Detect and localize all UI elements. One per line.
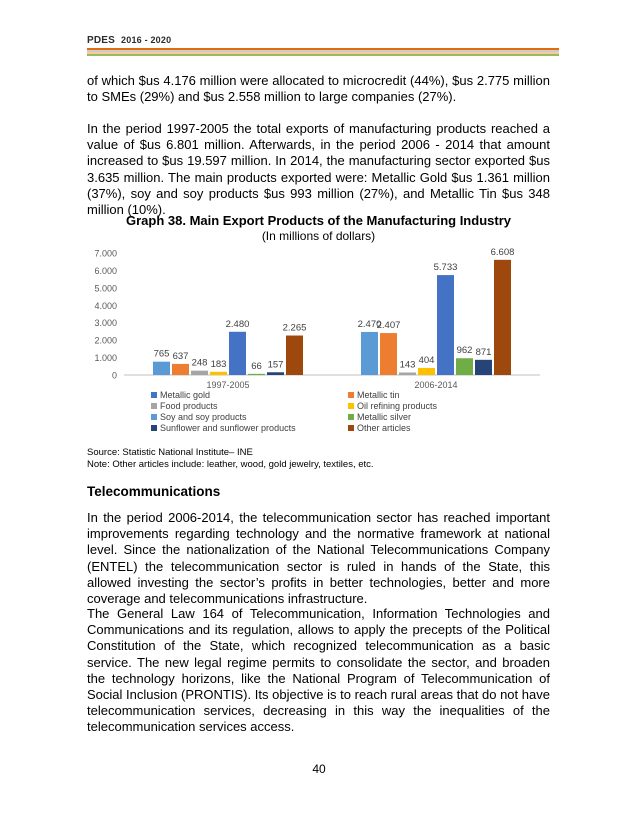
legend-label: Soy and soy products: [160, 412, 247, 422]
bar-data-label: 143: [399, 359, 416, 371]
legend-swatch: [151, 425, 157, 431]
bar-data-label: 765: [153, 348, 170, 360]
bar-sunflower-and-sunflower-products-1: [475, 360, 492, 375]
bar-data-label: 183: [210, 358, 227, 370]
bar-soy-and-soy-products-0: [153, 362, 170, 375]
bar-data-label: 248: [191, 357, 208, 369]
legend-swatch: [151, 414, 157, 420]
paragraph-microcredit: of which $us 4.176 million were allocated to microcredit (44%), $us 2.775 million to SMEs (29%) and $us 2.558 million to large companies (27%).: [87, 73, 550, 105]
legend-item: [151, 423, 296, 433]
bar-data-label: 5.733: [433, 262, 458, 274]
legend-item: [151, 412, 247, 422]
legend-label: Oil refining products: [357, 401, 438, 411]
bar-metallic-silver-1: [456, 358, 473, 375]
y-tick-label: 0: [111, 370, 117, 381]
bar-metallic-silver-0: [248, 374, 265, 375]
y-tick-label: 7.000: [94, 248, 117, 259]
legend-item: [348, 412, 411, 422]
bar-metallic-tin-1: [380, 333, 397, 375]
bar-oil-refining-products-0: [210, 372, 227, 375]
bar-metallic-tin-0: [172, 364, 189, 375]
legend-label: Sunflower and sunflower products: [160, 423, 296, 433]
y-tick-label: 5.000: [94, 283, 117, 294]
y-tick-label: 4.000: [94, 300, 117, 311]
legend-swatch: [348, 425, 354, 431]
paragraph-telecom-1: In the period 2006-2014, the telecommunication sector has reached important improvements regarding technology and the normative framework at national level. Since the nationalization of the National Telecommunications Company (ENTEL) the telecommunication sector is ruled in hands of the State, this allowed investing the sector’s profits in better technologies, better and more coverage and telecommunications infrastructure.: [87, 510, 550, 607]
legend-label: Food products: [160, 401, 218, 411]
y-tick-label: 6.000: [94, 265, 117, 276]
bar-food-products-1: [399, 373, 416, 375]
paragraph-telecom-2: The General Law 164 of Telecommunication, Information Technologies and Communications and its regulation, allows to apply the precepts of the Political Constitution of the State, which recognized telecommunication as a basic service. The new legal regime permits to consolidate the sector, and broaden the technology horizons, like the National Program of Telecommunication of Social Inclusion (PRONTIS). Its objective is to reach rural areas that do not have telecommunication services, decreasing in this way the inequalities of the telecommunication services access.: [87, 606, 550, 735]
paragraph-exports: In the period 1997-2005 the total exports of manufacturing products reached a value of $us 6.801 million. Afterwards, in the period 2006 - 2014 that amount increased to $us 19.597 million. In 2014, the manufacturing sector exported $us 3.635 million. The main products exported were: Metallic Gold $us 1.361 million (37%), soy and soy products $us 993 million (27%), and Metallic Tin $us 348 million (10%).: [87, 121, 550, 218]
bar-data-label: 157: [267, 359, 284, 371]
graph-note: Note: Other articles include: leather, wood, gold jewelry, textiles, etc.: [87, 459, 374, 470]
y-tick-label: 2.000: [94, 335, 117, 346]
bar-metallic-gold-1: [437, 275, 454, 375]
header-title: PDES: [87, 35, 116, 46]
header-years: 2016 - 2020: [121, 35, 172, 45]
header-stripe-4: [87, 54, 559, 56]
export-products-chart: [80, 244, 550, 444]
document-header: [87, 35, 171, 46]
legend-swatch: [348, 392, 354, 398]
bar-data-label: 2.407: [376, 320, 401, 332]
bar-data-label: 2.265: [282, 322, 307, 334]
bar-data-label: 2.470: [357, 318, 382, 330]
bar-other-articles-1: [494, 260, 511, 375]
legend-item: [151, 390, 210, 400]
legend-swatch: [151, 403, 157, 409]
legend-item: [348, 390, 400, 400]
bar-metallic-gold-0: [229, 332, 246, 375]
bar-data-label: 2.480: [225, 318, 250, 330]
graph-title: Graph 38. Main Export Products of the Manufacturing Industry: [126, 213, 511, 228]
bar-food-products-0: [191, 371, 208, 375]
y-tick-label: 1.000: [94, 353, 117, 364]
legend-label: Other articles: [357, 423, 411, 433]
legend-swatch: [348, 403, 354, 409]
legend-item: [348, 423, 411, 433]
x-category-label: 2006-2014: [414, 380, 458, 390]
section-heading-telecommunications: Telecommunications: [87, 484, 221, 499]
legend-swatch: [151, 392, 157, 398]
chart-legend: [151, 390, 438, 433]
legend-label: Metallic silver: [357, 412, 412, 422]
bar-data-label: 637: [172, 350, 189, 362]
legend-item: [348, 401, 438, 411]
bar-data-label: 404: [418, 354, 435, 366]
graph-subtitle: (In millions of dollars): [261, 229, 376, 243]
legend-label: Metallic tin: [357, 390, 400, 400]
legend-label: Metallic gold: [160, 390, 211, 400]
bar-soy-and-soy-products-1: [361, 332, 378, 375]
bar-oil-refining-products-1: [418, 368, 435, 375]
bar-other-articles-0: [286, 336, 303, 375]
legend-swatch: [348, 414, 354, 420]
bar-sunflower-and-sunflower-products-0: [267, 372, 284, 375]
graph-source: Source: Statistic National Institute– INE: [87, 447, 253, 458]
y-tick-label: 3.000: [94, 318, 117, 329]
bar-data-label: 962: [456, 345, 473, 357]
chart-data-labels: [154, 247, 515, 372]
bar-data-label: 6.608: [490, 246, 515, 258]
legend-item: [151, 401, 218, 411]
bar-data-label: 66: [251, 360, 262, 372]
bar-data-label: 871: [475, 346, 492, 358]
page-number: 40: [312, 762, 326, 776]
x-category-label: 1997-2005: [206, 380, 250, 390]
